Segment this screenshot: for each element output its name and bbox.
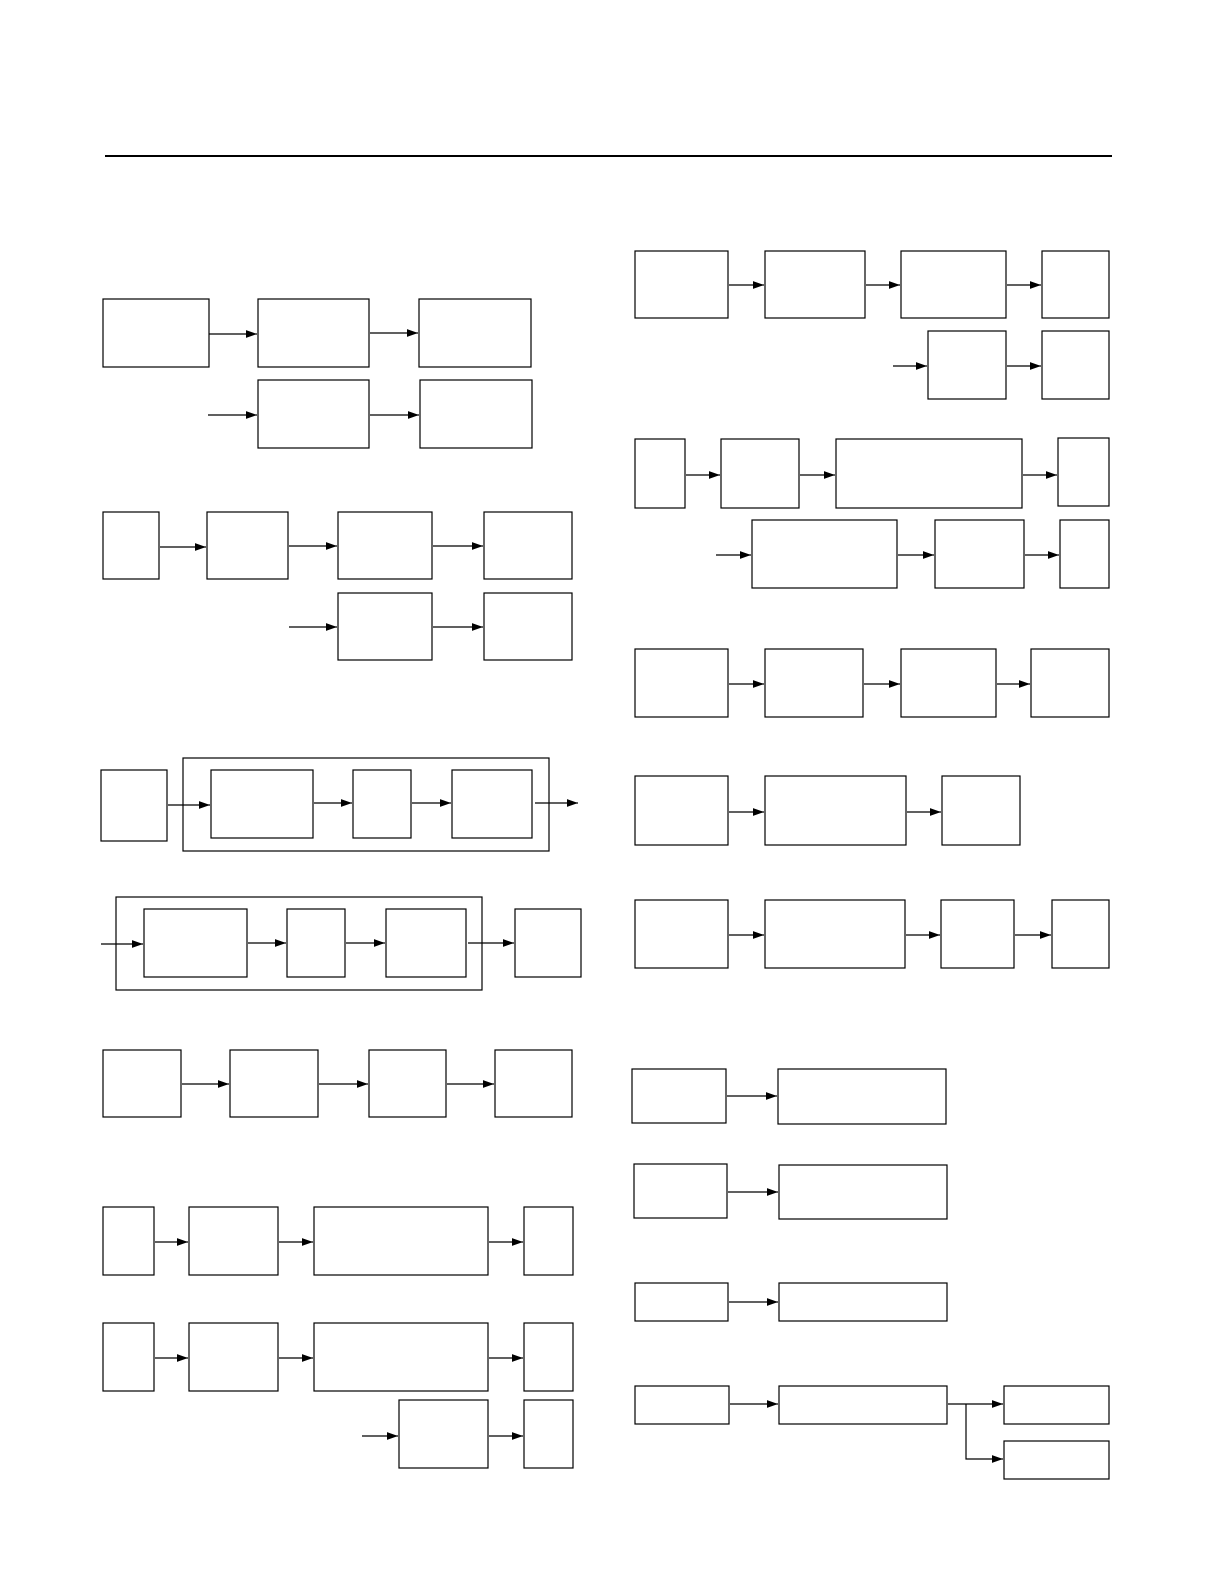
flow-box-21 <box>515 909 581 977</box>
flow-box-35 <box>524 1400 573 1468</box>
flow-box-26 <box>103 1207 154 1275</box>
flow-box-39 <box>1042 251 1109 318</box>
flow-arrow-53 <box>966 1404 1003 1459</box>
flow-box-43 <box>721 439 799 508</box>
flow-box-65 <box>779 1283 947 1321</box>
flow-box-2 <box>258 299 369 367</box>
flow-box-31 <box>189 1323 278 1391</box>
flow-box-29 <box>524 1207 573 1275</box>
flow-box-18 <box>144 909 247 977</box>
flow-box-33 <box>524 1323 573 1391</box>
flow-box-57 <box>765 900 905 968</box>
flow-box-32 <box>314 1323 488 1391</box>
flow-box-60 <box>632 1069 726 1123</box>
flow-box-61 <box>778 1069 946 1124</box>
flow-box-56 <box>635 900 728 968</box>
flow-box-53 <box>635 776 728 845</box>
flow-box-52 <box>1031 649 1109 717</box>
flow-box-28 <box>314 1207 488 1275</box>
flow-box-6 <box>103 512 159 579</box>
flow-box-37 <box>765 251 865 318</box>
flow-box-58 <box>941 900 1014 968</box>
flow-box-62 <box>634 1164 727 1218</box>
flow-box-5 <box>420 380 532 448</box>
flow-box-38 <box>901 251 1006 318</box>
flow-box-13 <box>183 758 549 851</box>
flow-box-66 <box>635 1386 729 1424</box>
flow-box-34 <box>399 1400 488 1468</box>
flow-box-51 <box>901 649 996 717</box>
flow-box-17 <box>116 897 482 990</box>
flow-box-55 <box>942 776 1020 845</box>
flow-box-45 <box>1058 438 1109 506</box>
flow-box-3 <box>419 299 531 367</box>
flow-box-36 <box>635 251 728 318</box>
flow-box-54 <box>765 776 906 845</box>
flow-box-20 <box>386 909 466 977</box>
flow-box-19 <box>287 909 345 977</box>
flow-box-12 <box>101 770 167 841</box>
flow-box-44 <box>836 439 1022 508</box>
flow-box-23 <box>230 1050 318 1117</box>
flow-box-41 <box>1042 331 1109 399</box>
flow-box-10 <box>338 593 432 660</box>
flow-box-59 <box>1052 900 1109 968</box>
flow-box-7 <box>207 512 288 579</box>
flow-box-40 <box>928 331 1006 399</box>
flow-box-16 <box>452 770 532 838</box>
flow-box-63 <box>779 1165 947 1219</box>
flow-box-50 <box>765 649 863 717</box>
flow-box-48 <box>1060 520 1109 588</box>
flow-box-9 <box>484 512 572 579</box>
flow-box-67 <box>779 1386 947 1424</box>
flow-box-25 <box>495 1050 572 1117</box>
flow-box-47 <box>935 520 1024 588</box>
flow-box-8 <box>338 512 432 579</box>
flow-box-68 <box>1004 1386 1109 1424</box>
flow-box-22 <box>103 1050 181 1117</box>
flow-box-42 <box>635 439 685 508</box>
flow-box-64 <box>635 1283 728 1321</box>
flow-box-69 <box>1004 1441 1109 1479</box>
flow-box-24 <box>369 1050 446 1117</box>
flow-box-14 <box>211 770 313 838</box>
flow-box-11 <box>484 593 572 660</box>
flow-box-30 <box>103 1323 154 1391</box>
flow-box-4 <box>258 380 369 448</box>
flow-box-15 <box>353 770 411 838</box>
flow-box-1 <box>103 299 209 367</box>
flow-box-46 <box>752 520 897 588</box>
flow-box-27 <box>189 1207 278 1275</box>
flow-box-49 <box>635 649 728 717</box>
